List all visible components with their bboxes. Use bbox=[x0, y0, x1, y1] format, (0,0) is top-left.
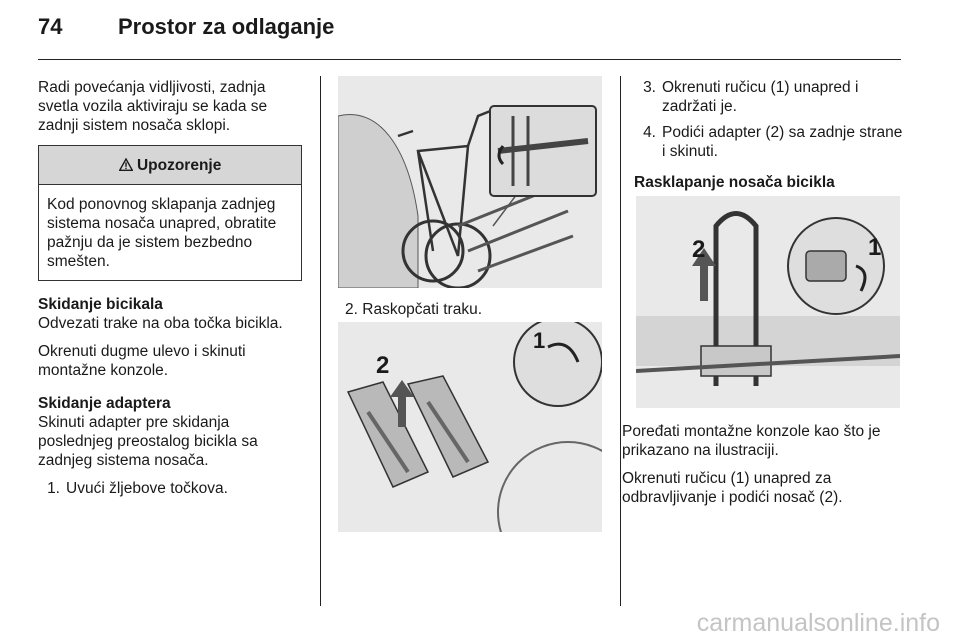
callout-2: 2 bbox=[692, 236, 706, 263]
header-rule bbox=[38, 59, 901, 60]
warning-title: Upozorenje bbox=[136, 157, 222, 174]
warning-box bbox=[38, 145, 302, 281]
step-number: 2. bbox=[345, 301, 358, 318]
paragraph: Odvezati trake na oba točka bicikla. bbox=[38, 315, 283, 332]
warning-triangle-icon bbox=[119, 158, 133, 171]
section-heading-remove-bikes: Skidanje bicikala bbox=[38, 296, 163, 313]
step-text: Podići adapter (2) sa zadnje strane i skinuti. bbox=[662, 124, 903, 160]
step-number: 1. bbox=[47, 480, 60, 497]
paragraph: Poređati montažne konzole kao što je prikazano na ilustraciji. bbox=[622, 423, 881, 459]
step-number: 3. bbox=[643, 79, 656, 96]
figure-unfold-carrier bbox=[636, 196, 900, 408]
column-divider-right bbox=[620, 76, 621, 606]
paragraph: Skinuti adapter pre skidanja poslednjeg preostalog bicikla sa zadnjeg sistema nosača. bbox=[38, 414, 258, 469]
section-heading-remove-adapter: Skidanje adaptera bbox=[38, 395, 171, 412]
step-text: Okrenuti ručicu (1) unapred i zadržati je. bbox=[662, 79, 859, 115]
step-item bbox=[634, 78, 904, 116]
callout-1: 1 bbox=[533, 328, 546, 353]
column-divider-left bbox=[320, 76, 321, 606]
page-title: Prostor za odlaganje bbox=[118, 14, 335, 39]
figure-bike-carrier-strap bbox=[338, 76, 602, 288]
paragraph: Okrenuti dugme ulevo i skinuti montažne konzole. bbox=[38, 343, 246, 379]
intro-paragraph: Radi povećanja vidljivosti, zadnja svetla vozila aktiviraju se kada se zadnji sistem nosača sklopi. bbox=[38, 79, 268, 134]
step-text: Uvući žljebove točkova. bbox=[66, 480, 228, 497]
figure-wheel-trays bbox=[338, 322, 602, 532]
warning-header bbox=[39, 146, 301, 185]
step-item bbox=[634, 123, 904, 161]
section-heading-unfold-carrier: Rasklapanje nosača bicikla bbox=[634, 174, 835, 191]
callout-2: 2 bbox=[376, 352, 390, 379]
callout-1: 1 bbox=[868, 234, 882, 261]
page-number: 74 bbox=[38, 14, 63, 39]
column-3 bbox=[634, 78, 904, 192]
column-3-text bbox=[622, 422, 904, 516]
step-number: 4. bbox=[643, 124, 656, 141]
step-text: Raskopčati traku. bbox=[362, 301, 482, 318]
step-item bbox=[38, 479, 302, 498]
column-1 bbox=[38, 78, 302, 505]
step-item bbox=[345, 300, 605, 319]
paragraph: Okrenuti ručicu (1) unapred za odbravljivanje i podići nosač (2). bbox=[622, 470, 843, 506]
watermark: carmanualsonline.info bbox=[696, 609, 940, 637]
warning-text: Kod ponovnog sklapanja zadnjeg sistema nosača unapred, obratite pažnju da je sistem bezbedno smešten. bbox=[47, 196, 277, 270]
